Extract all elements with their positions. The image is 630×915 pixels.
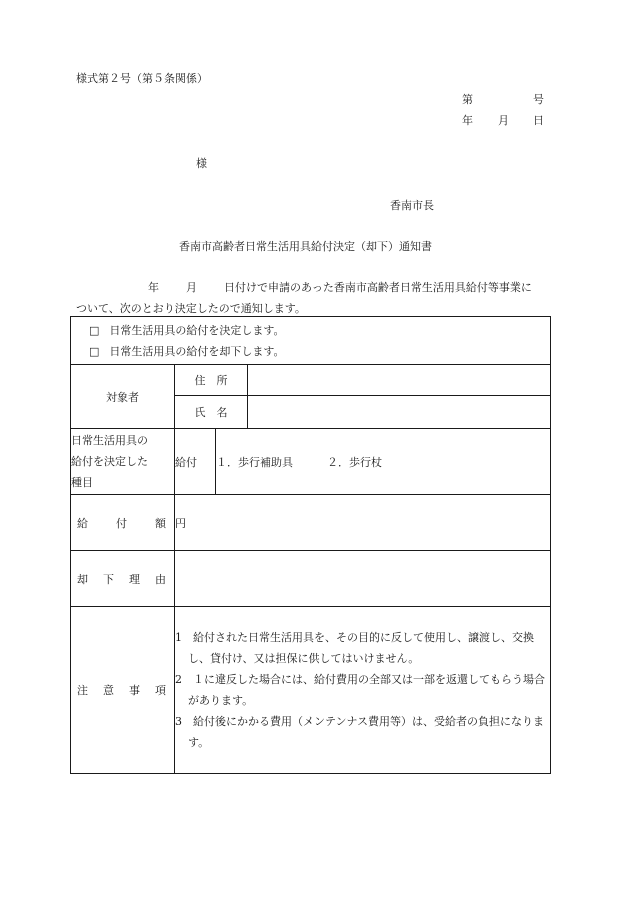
issuer-name: 香南市長 — [390, 199, 434, 212]
reject-label: 日常生活用具の給付を却下します。 — [109, 344, 285, 358]
notes-label-char-3: 事 — [129, 684, 140, 697]
name-field[interactable] — [248, 396, 551, 429]
body-line-2: ついて、次のとおり決定したので通知します。 — [76, 302, 306, 315]
notes-label-char-4: 項 — [155, 684, 166, 697]
notes-row — [71, 607, 551, 774]
target-person-label: 対象者 — [71, 365, 175, 429]
item-label — [71, 429, 175, 495]
notes-label — [71, 607, 175, 774]
notes-label-char-2: 意 — [103, 684, 114, 697]
notice-table — [70, 316, 551, 774]
item-option-walking-aid[interactable]: １．歩行補助具 — [216, 455, 293, 469]
item-label-line-3: 種目 — [71, 476, 93, 489]
item-row — [71, 429, 551, 495]
decision-reject-option[interactable] — [71, 341, 550, 362]
note-item-1: 1 給付された日常生活用具を、その目的に反して使用し、譲渡し、交換し、貸付け、又は担保に供してはいけません。 — [175, 631, 534, 665]
body-line-1-text: 日付けで申請のあった香南市高齢者日常生活用具給付等事業に — [224, 281, 532, 294]
decision-checkbox-row — [71, 317, 551, 365]
reject-checkbox[interactable]: □ — [89, 344, 100, 358]
rejection-reason-label — [71, 551, 175, 607]
note-item-3: 3 給付後にかかる費用（メンテンナス費用等）は、受給者の負担になります。 — [175, 715, 545, 749]
address-field[interactable] — [248, 365, 551, 396]
notes-content — [175, 607, 551, 774]
item-label-line-1: 日常生活用具の — [71, 434, 148, 447]
amount-unit: 円 — [175, 516, 186, 530]
rejection-reason-field[interactable] — [175, 551, 551, 607]
document-number-suffix: 号 — [533, 93, 544, 106]
date-year-label: 年 — [462, 114, 473, 127]
document-number-prefix: 第 — [462, 93, 473, 106]
name-label: 氏 名 — [175, 396, 248, 429]
item-options — [216, 429, 551, 495]
item-sub-label: 給付 — [175, 429, 216, 495]
note-item-2: 2 １に違反した場合には、給付費用の全部又は一部を返還してもらう場合があります。 — [175, 673, 545, 707]
form-number: 様式第２号（第５条関係） — [76, 72, 208, 85]
item-label-line-2: 給付を決定した — [71, 455, 148, 468]
body-year-label: 年 — [148, 281, 159, 294]
approve-checkbox[interactable]: □ — [89, 323, 100, 337]
rejection-label-char-2: 下 — [103, 572, 114, 586]
decision-approve-option[interactable] — [71, 320, 550, 341]
document-title: 香南市高齢者日常生活用具給付決定（却下）通知書 — [179, 240, 432, 253]
address-row — [71, 365, 551, 396]
rejection-label-char-3: 理 — [129, 572, 140, 586]
amount-label-char-3: 額 — [155, 516, 166, 530]
amount-row — [71, 495, 551, 551]
notes-label-char-1: 注 — [77, 684, 88, 697]
rejection-reason-row — [71, 551, 551, 607]
address-label: 住 所 — [175, 365, 248, 396]
rejection-label-char-1: 却 — [77, 572, 88, 586]
amount-label-char-2: 付 — [116, 516, 127, 530]
date-day-label: 日 — [533, 114, 544, 127]
amount-label — [71, 495, 175, 551]
amount-field[interactable] — [175, 495, 551, 551]
body-month-label: 月 — [186, 281, 197, 294]
amount-label-char-1: 給 — [77, 516, 88, 530]
decision-checkbox-cell — [71, 317, 551, 365]
date-month-label: 月 — [498, 114, 509, 127]
rejection-label-char-4: 由 — [155, 572, 166, 586]
recipient-honorific: 様 — [196, 157, 207, 170]
item-option-cane[interactable]: ２．歩行杖 — [327, 455, 382, 469]
approve-label: 日常生活用具の給付を決定します。 — [109, 323, 285, 337]
